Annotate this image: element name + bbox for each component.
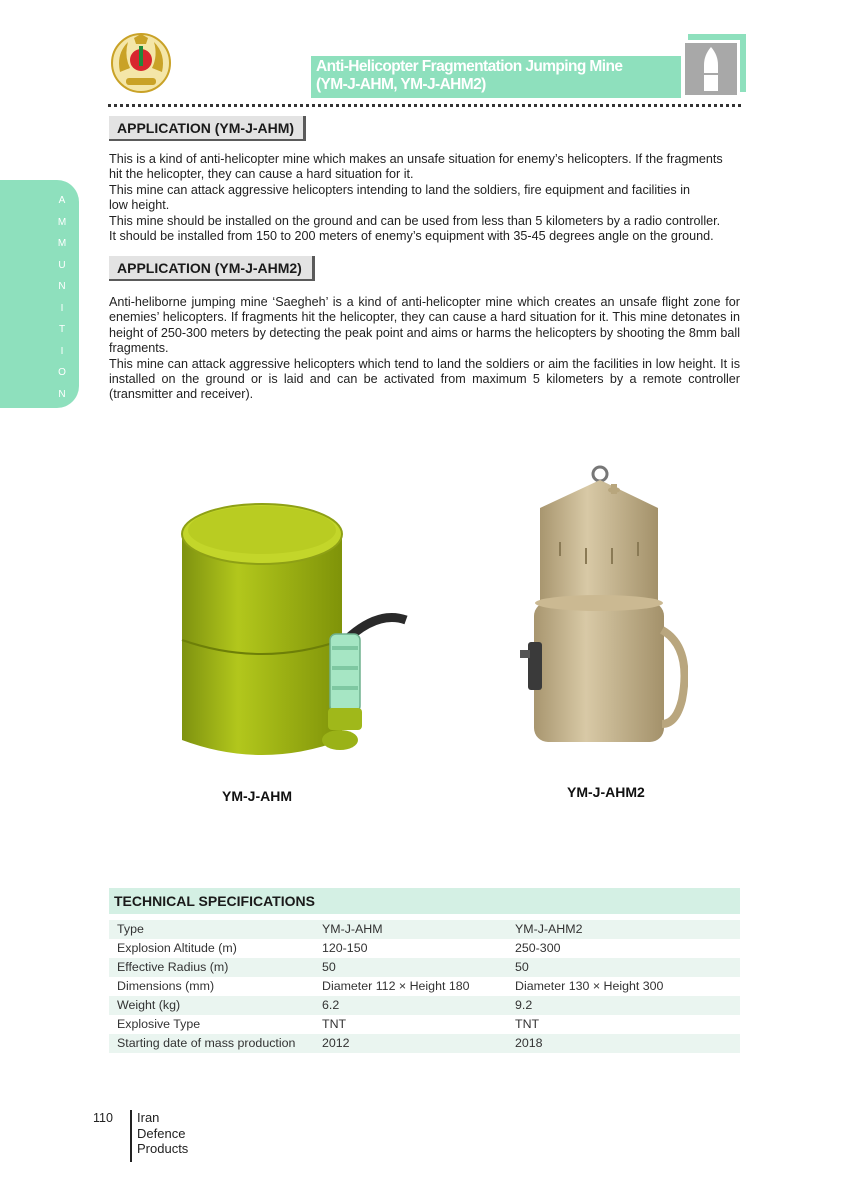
category-letter: O — [58, 367, 66, 378]
paragraph: Anti-heliborne jumping mine ‘Saegheh’ is a kind of anti-helicopter mine which creates an unsafe flight zone for enemies’ helicopters. If fragments hit the helicopter, they can cause a hard situation for it. This mine detonates in height of 250-300 meters by detecting the peak point and aims or harms the helicopters by shooting the 8mm ball fragments. — [109, 295, 740, 356]
text-line: This mine can attack aggressive helicopters intending to land the soldiers, fire equipment and facilities in — [109, 182, 691, 197]
paragraph: This mine can attack aggressive helicopters which tend to land the soldiers or aim the facilities in low height. It is installed on the ground or is laid and can be activated from maximum 5 kilometers by a remote controller (transmitter and receiver). — [109, 356, 740, 402]
specs-table — [109, 920, 740, 1053]
spec-label: Explosive Type — [117, 1017, 201, 1031]
spec-value-ahm: 120-150 — [322, 941, 368, 955]
footer-divider — [130, 1110, 132, 1162]
category-letter: N — [58, 281, 66, 292]
spec-value-ahm2: YM-J-AHM2 — [515, 922, 583, 936]
spec-value-ahm2: 250-300 — [515, 941, 561, 955]
bullet-icon — [685, 43, 737, 95]
spec-label: Dimensions (mm) — [117, 979, 215, 993]
publication-line: Iran — [137, 1110, 160, 1125]
publication-line: Products — [137, 1141, 189, 1156]
category-letter: M — [57, 216, 67, 228]
text-line: This is a kind of anti-helicopter mine which makes an unsafe situation for enemy’s helicopters. If the fragments — [109, 152, 723, 166]
spec-value-ahm: 6.2 — [322, 998, 340, 1012]
category-letter: I — [60, 302, 64, 314]
spec-label: Explosion Altitude (m) — [117, 941, 237, 955]
page-title — [316, 58, 681, 94]
spec-value-ahm: 50 — [322, 960, 336, 974]
spec-value-ahm: YM-J-AHM — [322, 922, 383, 936]
category-letter: I — [60, 345, 64, 357]
spec-label: Weight (kg) — [117, 998, 181, 1012]
category-label — [55, 190, 69, 405]
emblem-logo — [110, 32, 172, 94]
publication-line: Defence — [137, 1125, 186, 1141]
spec-value-ahm2: 2018 — [515, 1036, 543, 1050]
header-divider — [108, 104, 741, 107]
category-letter: U — [58, 259, 66, 271]
spec-value-ahm: Diameter 112 × Height 180 — [322, 979, 470, 993]
spec-value-ahm2: 50 — [515, 960, 529, 974]
text-line: It should be installed from 150 to 200 meters of enemy’s equipment with 35-45 degrees angle on the ground. — [109, 229, 714, 244]
spec-label: Type — [117, 922, 144, 936]
ym-j-ahm2-image — [516, 462, 688, 758]
table-row — [109, 939, 740, 958]
spec-value-ahm2: Diameter 130 × Height 300 — [515, 979, 664, 993]
title-line-2: (YM-J-AHM, YM-J-AHM2) — [316, 76, 486, 93]
spec-value-ahm: TNT — [322, 1017, 347, 1031]
spec-value-ahm2: TNT — [515, 1017, 540, 1031]
spec-label: Starting date of mass production — [117, 1036, 296, 1050]
figure-caption-ahm2: YM-J-AHM2 — [567, 784, 645, 800]
category-letter: M — [57, 238, 67, 249]
text-line: This mine should be installed on the ground and can be used from less than 5 kilometers by a radio controller. — [109, 213, 721, 228]
page-number: 110 — [93, 1111, 113, 1125]
section-text-ahm2 — [109, 295, 740, 403]
ym-j-ahm-image — [178, 490, 418, 772]
section-heading-ahm: APPLICATION (YM-J-AHM) — [109, 116, 306, 141]
text-line: low height. — [109, 198, 170, 213]
figure-caption-ahm: YM-J-AHM — [222, 788, 292, 804]
text-line: hit the helicopter, they can cause a hard situation for it. — [109, 167, 414, 182]
table-row — [109, 977, 740, 996]
spec-value-ahm2: 9.2 — [515, 998, 533, 1012]
table-row — [109, 1015, 740, 1034]
specs-heading: TECHNICAL SPECIFICATIONS — [109, 888, 740, 914]
section-heading-ahm2: APPLICATION (YM-J-AHM2) — [109, 256, 315, 281]
title-line-1: Anti-Helicopter Fragmentation Jumping Mine — [316, 58, 623, 75]
table-row — [109, 920, 740, 939]
section-text-ahm — [109, 152, 740, 244]
category-letter: T — [58, 324, 66, 335]
category-letter: A — [58, 195, 66, 206]
spec-value-ahm: 2012 — [322, 1036, 350, 1050]
bullet-icon-box — [682, 40, 740, 98]
publication-name — [137, 1110, 188, 1157]
category-letter: N — [58, 388, 66, 400]
spec-label: Effective Radius (m) — [117, 960, 229, 974]
table-row — [109, 958, 740, 977]
table-row — [109, 1034, 740, 1053]
table-row — [109, 996, 740, 1015]
